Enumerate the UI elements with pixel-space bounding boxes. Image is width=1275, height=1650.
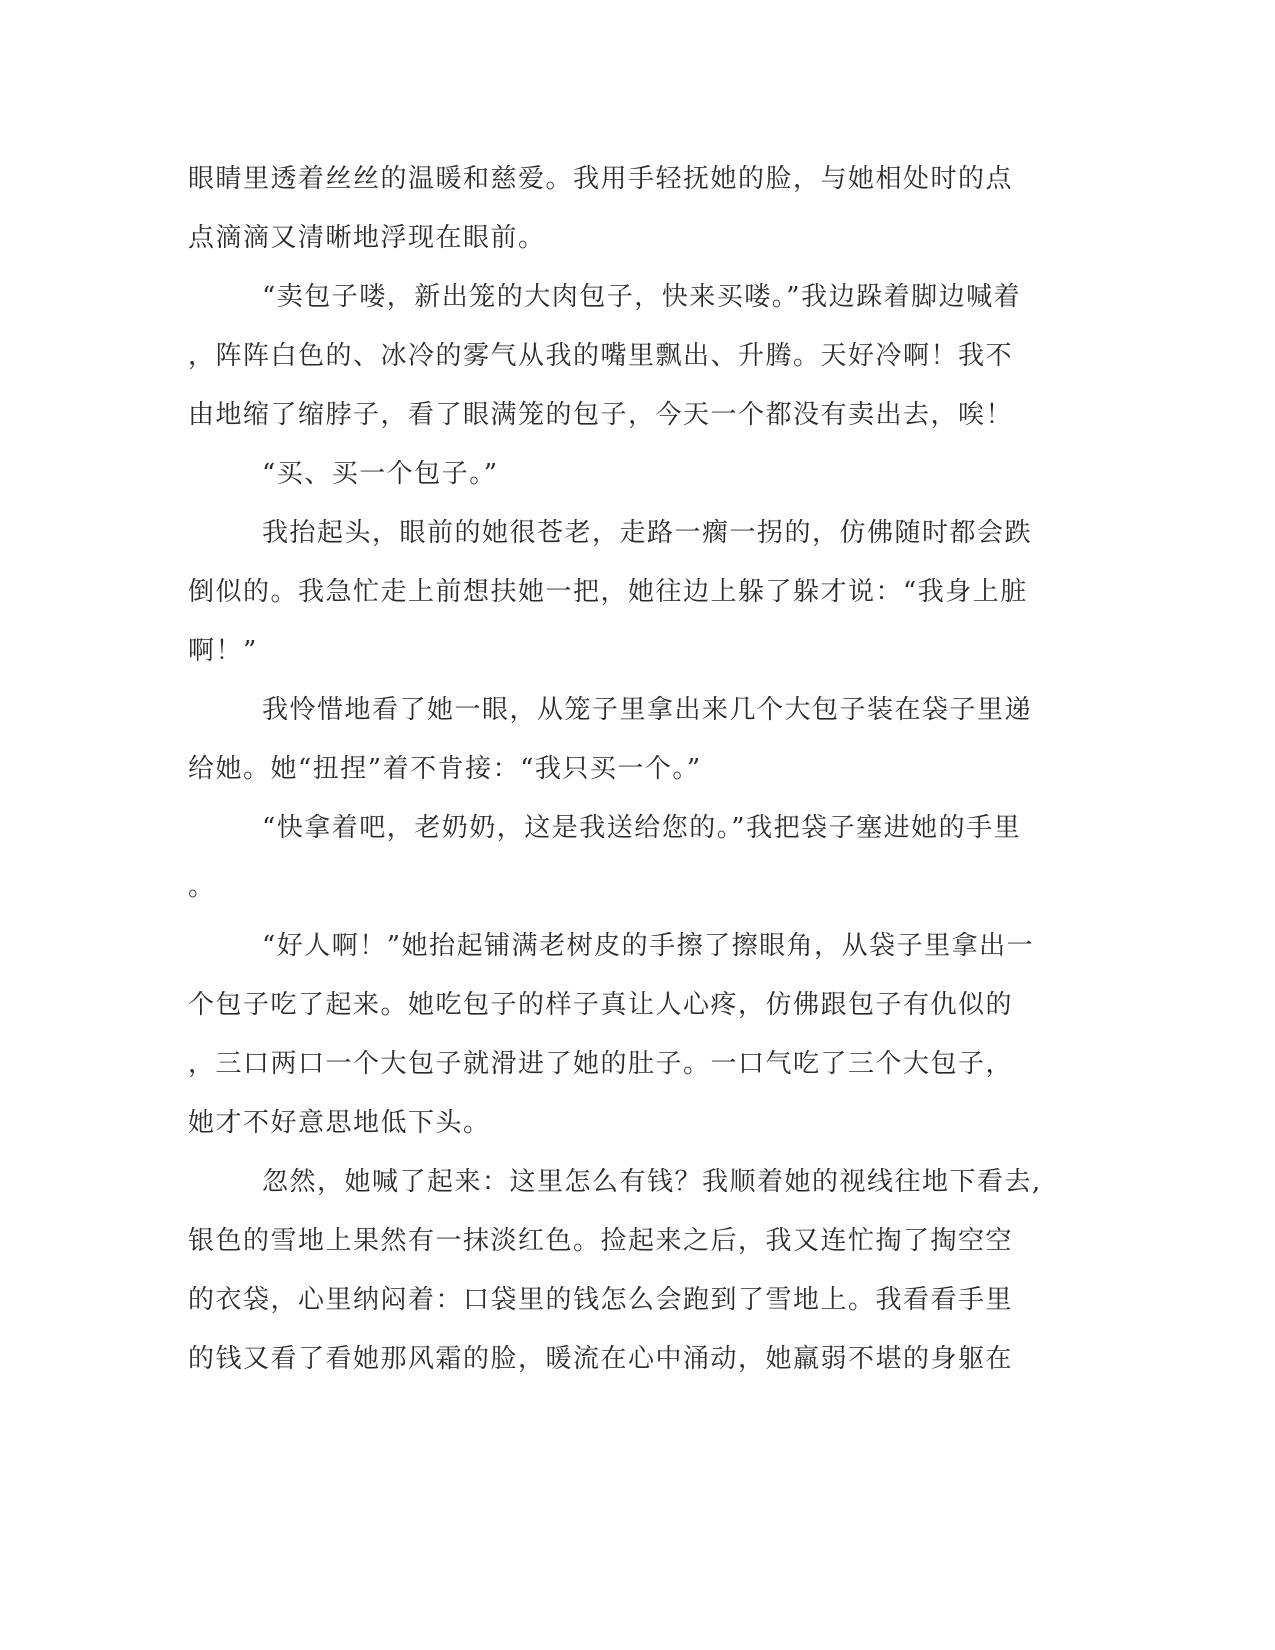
- text-line: 给她。她“扭捏”着不肯接：“我只买一个。”: [188, 754, 702, 784]
- paragraph-first-line: 我抬起头，眼前的她很苍老，走路一瘸一拐的，仿佛随时都会跌: [262, 518, 1033, 548]
- text-line: 她才不好意思地低下头。: [188, 1108, 491, 1138]
- paragraph-first-line: 忽然，她喊了起来：这里怎么有钱？我顺着她的视线往地下看去,: [262, 1167, 1042, 1197]
- paragraph-first-line: “卖包子喽，新出笼的大肉包子，快来买喽。”我边跺着脚边喊着: [262, 282, 1022, 312]
- text-line: 啊！”: [188, 636, 258, 666]
- text-line: 点滴滴又清晰地浮现在眼前。: [188, 223, 546, 253]
- paragraph-first-line: “好人啊！”她抬起铺满老树皮的手擦了擦眼角，从袋子里拿出一: [262, 931, 1035, 961]
- text-line: 个包子吃了起来。她吃包子的样子真让人心疼，仿佛跟包子有仇似的: [188, 990, 1014, 1020]
- text-line: 。: [188, 872, 216, 902]
- text-line: 由地缩了缩脖子，看了眼满笼的包子，今天一个都没有卖出去，唉！: [188, 400, 1014, 430]
- paragraph-first-line: 我怜惜地看了她一眼，从笼子里拿出来几个大包子装在袋子里递: [262, 695, 1033, 725]
- paragraph-first-line: “买、买一个包子。”: [262, 459, 499, 489]
- text-line: 倒似的。我急忙走上前想扶她一把，她往边上躲了躲才说：“我身上脏: [188, 577, 1028, 607]
- text-line: 银色的雪地上果然有一抹淡红色。捡起来之后，我又连忙掏了掏空空: [188, 1226, 1014, 1256]
- text-line: 眼睛里透着丝丝的温暖和慈爱。我用手轻抚她的脸，与她相处时的点: [188, 164, 1014, 194]
- text-line: 的衣袋，心里纳闷着：口袋里的钱怎么会跑到了雪地上。我看看手里: [188, 1285, 1014, 1315]
- text-line: 的钱又看了看她那风霜的脸，暖流在心中涌动，她羸弱不堪的身躯在: [188, 1344, 1014, 1374]
- text-line: ，阵阵白色的、冰冷的雾气从我的嘴里飘出、升腾。天好冷啊！我不: [188, 341, 1014, 371]
- paragraph-first-line: “快拿着吧，老奶奶，这是我送给您的。”我把袋子塞进她的手里: [262, 813, 1022, 843]
- text-line: ，三口两口一个大包子就滑进了她的肚子。一口气吃了三个大包子，: [188, 1049, 1014, 1079]
